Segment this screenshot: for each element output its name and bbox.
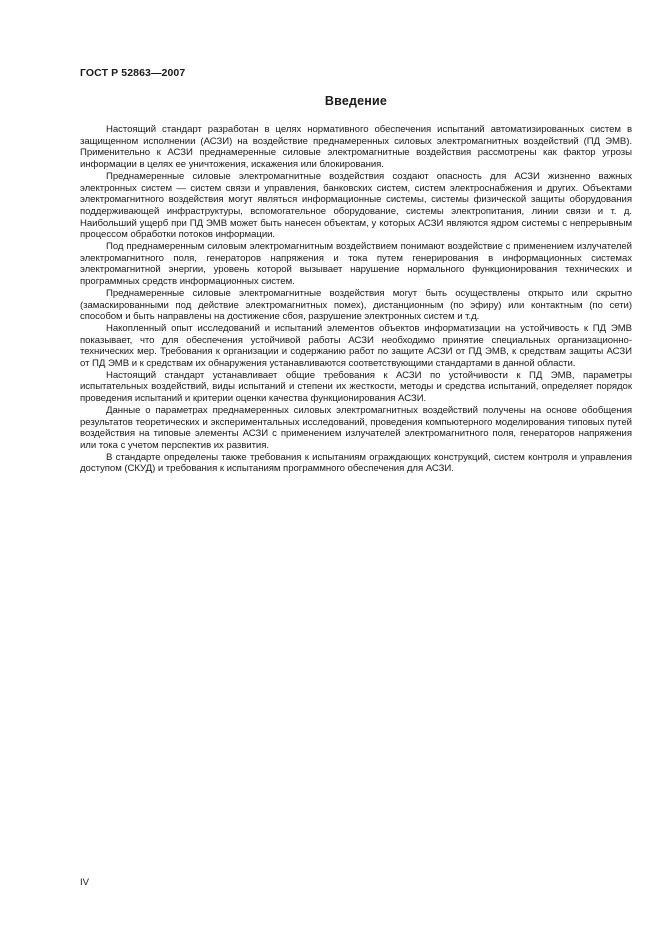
paragraph-4: Преднамеренные силовые электромагнитные воздействия могут быть осуществлены открыто или скрытно (замаскированными под действие электромагнитных помех), дистанционным (по эфиру) или контактным (по сети) способом и быть направлены на достижение сбоя, разрушение электронных систем и т.д. xyxy=(80,287,632,323)
paragraph-8: В стандарте определены также требования к испытаниям ограждающих конструкций, систем контроля и управления доступом (СКУД) и требования к испытаниям программного обеспечения для АСЗИ. xyxy=(80,451,632,475)
paragraph-6: Настоящий стандарт устанавливает общие требования к АСЗИ по устойчивости к ПД ЭМВ, параметры испытательных воздействий, виды испытаний и степени их жесткости, методы и средства испытаний, определяет порядок проведения испытаний и критерии оценки качества функционирования АСЗИ. xyxy=(80,369,632,405)
paragraph-5: Накопленный опыт исследований и испытаний элементов объектов информатизации на устойчивость к ПД ЭМВ показывает, что для обеспечения устойчивой работы АСЗИ необходимо принятие специальных организационно-технических мер. Требования к организации и содержанию работ по защите АСЗИ от ПД ЭМВ, к средствам защиты АСЗИ от ПД ЭМВ и к средствам их обнаружения устанавливаются соответствующими стандартами в данной области. xyxy=(80,322,632,370)
paragraph-2: Преднамеренные силовые электромагнитные воздействия создают опасность для АСЗИ жизненно важных электронных систем — систем связи и управления, банковских систем, систем электроснабжения и других. Объектами электромагнитного воздействия могут являться информационные системы, системы физической защиты оборудования поддерживающей инфраструктуры, вспомогательное оборудование, системы электропитания, линии связи и т. д. Наибольший ущерб при ПД ЭМВ может быть нанесен объектам, у которых АСЗИ являются ядром системы с непрерывным процессом обработки потоков информации. xyxy=(80,170,632,241)
paragraph-1: Настоящий стандарт разработан в целях нормативного обеспечения испытаний автоматизированных систем в защищенном исполнении (АСЗИ) на воздействие преднамеренных силовых электромагнитных воздействий (ПД ЭМВ). Применительно к АСЗИ преднамеренные силовые электромагнитные воздействия рассмотрены как фактор угрозы информации в целях ее уничтожения, искажения или блокирования. xyxy=(80,124,632,171)
paragraph-3: Под преднамеренным силовым электромагнитным воздействием понимают воздействие с применением излучателей электромагнитного поля, генераторов напряжения и тока путем генерирования в информационных системах электромагнитной энергии, уровень которой вызывает нарушение нормального функционирования технических и программных средств информационных систем. xyxy=(80,241,632,288)
document-body xyxy=(80,124,632,475)
document-header: ГОСТ Р 52863—2007 xyxy=(80,67,186,79)
page-number: IV xyxy=(80,877,90,888)
paragraph-7: Данные о параметрах преднамеренных силовых электромагнитных воздействий получены на основе обобщения результатов теоретических и экспериментальных исследований, проведения компьютерного моделирования типовых путей воздействия на типовые элементы АСЗИ с применением излучателей электромагнитного поля, генераторов напряжения или тока с учетом перспектив их развития. xyxy=(80,404,632,451)
section-title: Введение xyxy=(324,94,388,108)
